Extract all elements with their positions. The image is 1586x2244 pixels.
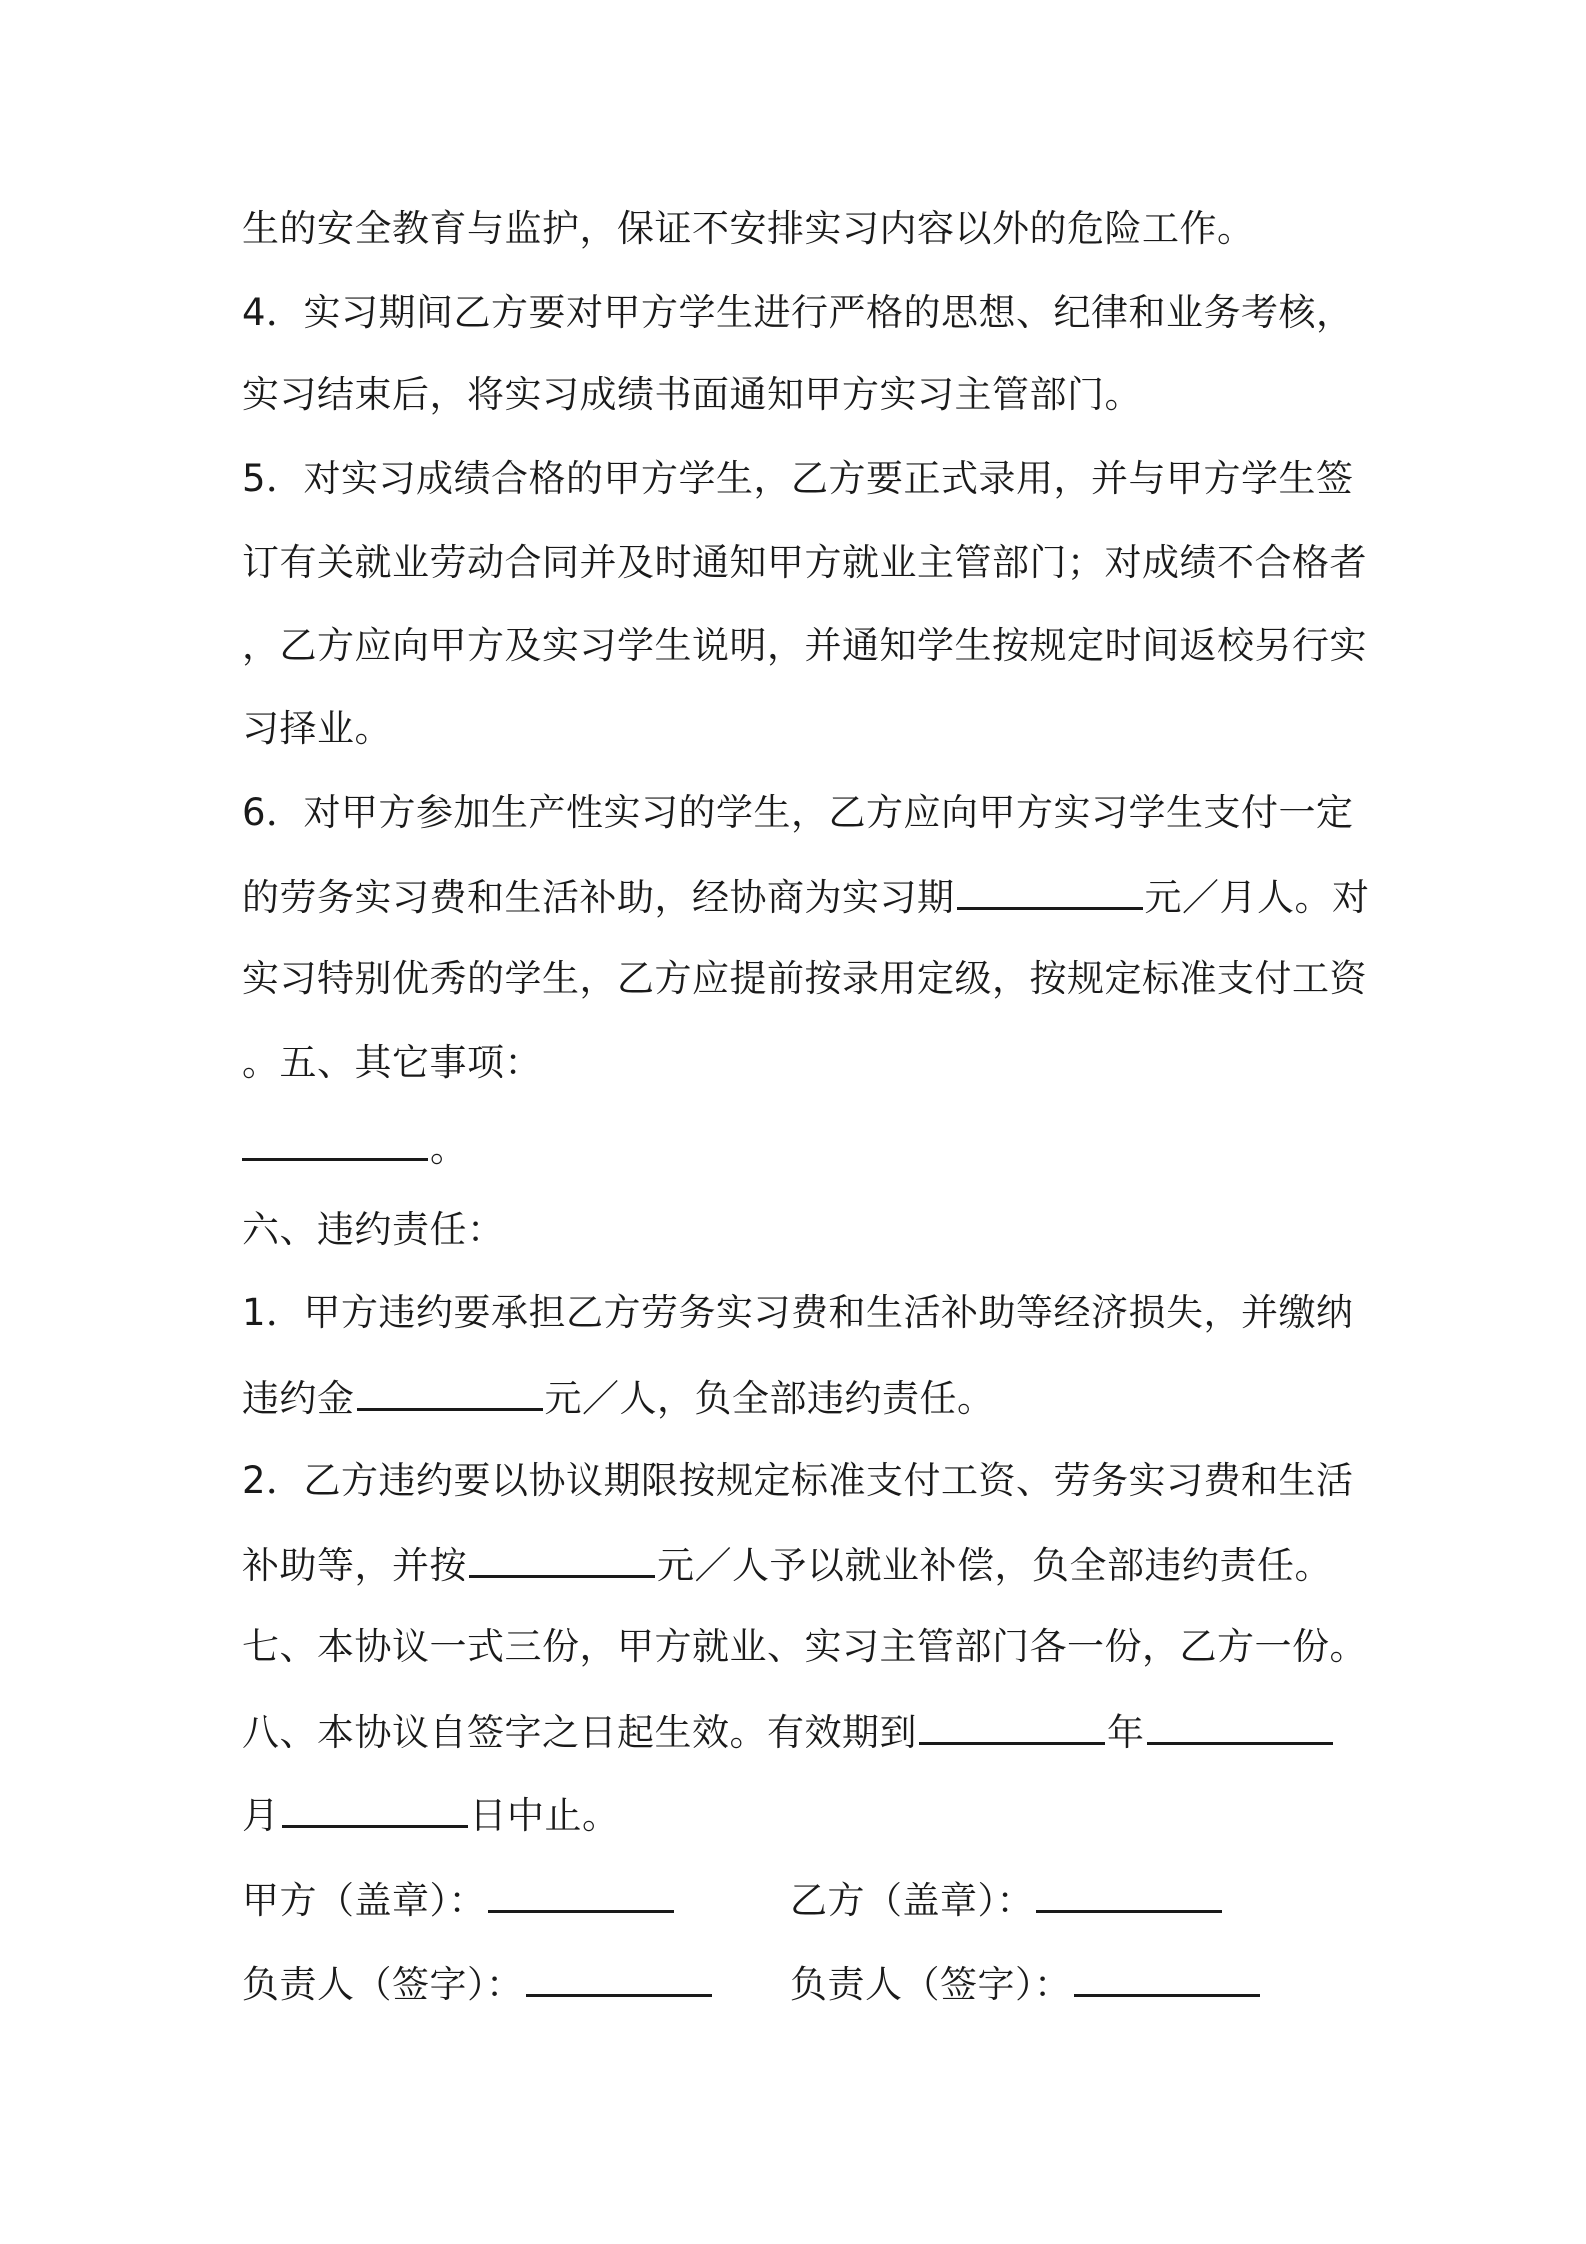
section-7-line [242,1624,1367,1670]
party-b-signer-blank[interactable] [1074,1960,1260,1997]
clause-6-line-1 [242,790,1354,836]
section-6-item-2-line-2 [242,1541,1332,1589]
clause-6-line-3 [242,956,1367,1002]
section-6-item-1-line-1 [242,1290,1354,1336]
clause-4-line-1 [242,290,1354,336]
text: 实习特别优秀的学生，乙方应提前按录用定级，按规定标准支付工资 [242,957,1367,1000]
text: 日中止。 [469,1794,620,1837]
clause-4-line-2 [242,372,1142,418]
text: 6．对甲方参加生产性实习的学生，乙方应向甲方实习学生支付一定 [242,791,1354,834]
fill-blank-day[interactable] [282,1791,468,1828]
text: 违约金 [242,1377,355,1420]
party-b-signer [790,1960,1262,2008]
text: 补助等，并按 [242,1544,467,1587]
clause-6-line-2 [242,873,1370,921]
party-a-seal [242,1876,676,1924]
text: 元／月人。对 [1144,876,1370,919]
text: 。五、其它事项： [242,1041,542,1084]
clause-5-line-4 [242,706,392,752]
fill-blank-other-items[interactable] [242,1124,428,1161]
text: 习择业。 [242,707,392,750]
text: 实习结束后，将实习成绩书面通知甲方实习主管部门。 [242,373,1142,416]
clause-6-line-4 [242,1040,542,1086]
party-a-signer-blank[interactable] [526,1960,712,1997]
text: 八、本协议自签字之日起生效。有效期到 [242,1711,917,1754]
section-8-line-2 [242,1791,620,1839]
text: 5．对实习成绩合格的甲方学生，乙方要正式录用，并与甲方学生签 [242,457,1354,500]
party-a-seal-blank[interactable] [488,1876,674,1913]
text: 的劳务实习费和生活补助，经协商为实习期 [242,876,955,919]
text: 六、违约责任： [242,1208,505,1251]
text: 订有关就业劳动合同并及时通知甲方就业主管部门；对成绩不合格者 [242,541,1367,584]
paragraph-line [242,206,1255,252]
party-b-seal [790,1876,1224,1924]
text: 元／人，负全部违约责任。 [544,1377,995,1420]
party-a-signer [242,1960,714,2008]
fill-blank-compensation[interactable] [469,1541,655,1578]
party-a-seal-label: 甲方（盖章）： [242,1879,486,1922]
text: 1．甲方违约要承担乙方劳务实习费和生活补助等经济损失，并缴纳 [242,1291,1354,1334]
other-items-line [242,1124,468,1172]
fill-blank-penalty[interactable] [357,1374,543,1411]
text: 元／人予以就业补偿，负全部违约责任。 [657,1544,1332,1587]
party-b-signer-label: 负责人（签字）： [790,1963,1072,2006]
text: 4．实习期间乙方要对甲方学生进行严格的思想、纪律和业务考核， [242,291,1354,334]
text: 年 [1107,1711,1145,1754]
fill-blank-stipend[interactable] [957,873,1143,910]
text: 2．乙方违约要以协议期限按规定标准支付工资、劳务实习费和生活 [242,1459,1354,1502]
text: 生的安全教育与监护，保证不安排实习内容以外的危险工作。 [242,207,1255,250]
section-8-line-1 [242,1708,1335,1756]
party-b-seal-blank[interactable] [1036,1876,1222,1913]
fill-blank-year[interactable] [919,1708,1105,1745]
text: 月 [242,1794,280,1837]
section-6-heading [242,1207,505,1253]
party-a-signer-label: 负责人（签字）： [242,1963,524,2006]
section-6-item-2-line-1 [242,1458,1354,1504]
clause-5-line-3 [242,623,1367,669]
party-b-seal-label: 乙方（盖章）： [790,1879,1034,1922]
text: 七、本协议一式三份，甲方就业、实习主管部门各一份，乙方一份。 [242,1625,1367,1668]
section-6-item-1-line-2 [242,1374,995,1422]
fill-blank-month[interactable] [1147,1708,1333,1745]
text: ，乙方应向甲方及实习学生说明，并通知学生按规定时间返校另行实 [242,624,1367,667]
clause-5-line-2 [242,540,1367,586]
clause-5-line-1 [242,456,1354,502]
text: 。 [430,1127,468,1170]
